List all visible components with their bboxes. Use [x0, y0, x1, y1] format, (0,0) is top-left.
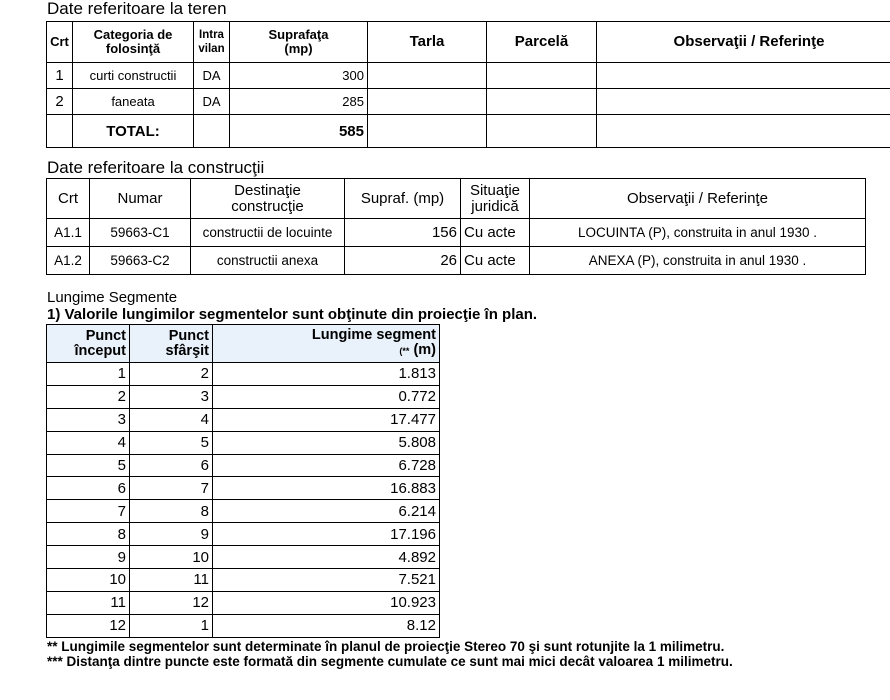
header-observatii: Observaţii / Referinţe — [530, 179, 866, 219]
cell-parcela — [487, 63, 597, 89]
cell-supraf: 26 — [345, 247, 461, 275]
cell-crt: 2 — [47, 89, 73, 115]
cell-lungime: 6.214 — [213, 500, 440, 523]
teren-title: Date referitoare la teren — [47, 0, 227, 18]
table-row — [47, 614, 440, 637]
segmente-body — [47, 363, 440, 638]
segmente-table — [46, 324, 440, 638]
cell-lungime: 4.892 — [213, 546, 440, 569]
cell-lungime: 16.883 — [213, 477, 440, 500]
footnote-2: *** Distanţa dintre puncte este formată din segmente cumulate ce sunt mai mici decât valoarea 1 milimetru. — [47, 654, 733, 669]
constructii-header-row — [47, 179, 866, 219]
header-numar: Numar — [90, 179, 191, 219]
header-destinatie: Destinaţie construcţie — [191, 179, 345, 219]
table-row — [47, 500, 440, 523]
cell-punct-sfarsit: 1 — [130, 614, 213, 637]
cell-punct-sfarsit: 5 — [130, 431, 213, 454]
table-row — [47, 63, 890, 89]
cell-punct-inceput: 10 — [47, 569, 130, 592]
header-punct-inceput: Punct început — [47, 325, 130, 363]
cell-punct-sfarsit: 12 — [130, 591, 213, 614]
cell-punct-sfarsit: 4 — [130, 408, 213, 431]
table-row — [47, 431, 440, 454]
cell-punct-sfarsit: 7 — [130, 477, 213, 500]
cell-lungime: 6.728 — [213, 454, 440, 477]
table-row — [47, 454, 440, 477]
cell-punct-inceput: 3 — [47, 408, 130, 431]
teren-header-row — [47, 22, 890, 63]
header-supraf: Supraf. (mp) — [345, 179, 461, 219]
header-categoria: Categoria de folosinţă — [73, 22, 194, 63]
cell-observatii — [597, 89, 890, 115]
cell-destinatie: constructii de locuinte — [191, 219, 345, 247]
header-tarla: Tarla — [368, 22, 487, 63]
cell-punct-sfarsit: 3 — [130, 385, 213, 408]
table-row — [47, 591, 440, 614]
cell-observatii: LOCUINTA (P), construita in anul 1930 . — [530, 219, 866, 247]
cell-categoria: faneata — [73, 89, 194, 115]
cell-situatie: Cu acte — [461, 219, 530, 247]
cell-punct-sfarsit: 9 — [130, 523, 213, 546]
cell-punct-inceput: 2 — [47, 385, 130, 408]
constructii-table — [46, 178, 866, 275]
table-row — [47, 363, 440, 386]
cell-punct-sfarsit: 8 — [130, 500, 213, 523]
cell-punct-inceput: 5 — [47, 454, 130, 477]
cell-destinatie: constructii anexa — [191, 247, 345, 275]
cell-punct-inceput: 11 — [47, 591, 130, 614]
cell-punct-inceput: 1 — [47, 363, 130, 386]
constructii-title: Date referitoare la construcţii — [47, 158, 265, 177]
segmente-subtitle: 1) Valorile lungimilor segmentelor sunt obţinute din proiecţie în plan. — [47, 306, 538, 323]
cell-observatii: ANEXA (P), construita in anul 1930 . — [530, 247, 866, 275]
table-row — [47, 408, 440, 431]
cell-lungime: 7.521 — [213, 569, 440, 592]
cell-punct-sfarsit: 10 — [130, 546, 213, 569]
table-row — [47, 477, 440, 500]
cell-lungime: 17.477 — [213, 408, 440, 431]
header-crt: Crt — [47, 22, 73, 63]
header-intravilan: Intra vilan — [194, 22, 230, 63]
cell-intravilan: DA — [194, 63, 230, 89]
segmente-title: Lungime Segmente — [47, 289, 178, 306]
header-observatii: Observaţii / Referinţe — [597, 22, 890, 63]
cell-crt: A1.2 — [47, 247, 90, 275]
cell-lungime: 1.813 — [213, 363, 440, 386]
cell-punct-inceput: 9 — [47, 546, 130, 569]
table-row — [47, 569, 440, 592]
cell-situatie: Cu acte — [461, 247, 530, 275]
header-lungime: Lungime segment (** (m) — [213, 325, 440, 363]
cell-punct-sfarsit: 6 — [130, 454, 213, 477]
cell-punct-inceput: 6 — [47, 477, 130, 500]
cell-crt: A1.1 — [47, 219, 90, 247]
cell-suprafata: 300 — [230, 63, 368, 89]
cell-lungime: 5.808 — [213, 431, 440, 454]
cell-categoria: curti constructii — [73, 63, 194, 89]
cell-crt: 1 — [47, 63, 73, 89]
cell-lungime: 0.772 — [213, 385, 440, 408]
cell-punct-inceput: 8 — [47, 523, 130, 546]
cell-numar: 59663-C2 — [90, 247, 191, 275]
cell-lungime: 10.923 — [213, 591, 440, 614]
teren-table — [46, 21, 890, 148]
cell-tarla — [368, 63, 487, 89]
cell-punct-inceput: 7 — [47, 500, 130, 523]
table-row — [47, 219, 866, 247]
header-crt: Crt — [47, 179, 90, 219]
cell-parcela — [487, 89, 597, 115]
total-label: TOTAL: — [73, 115, 194, 148]
table-row — [47, 247, 866, 275]
cell-supraf: 156 — [345, 219, 461, 247]
table-row — [47, 523, 440, 546]
cell-lungime: 8.12 — [213, 614, 440, 637]
cell-observatii — [597, 63, 890, 89]
header-situatie: Situaţie juridică — [461, 179, 530, 219]
cell-numar: 59663-C1 — [90, 219, 191, 247]
header-parcela: Parcelă — [487, 22, 597, 63]
table-row — [47, 385, 440, 408]
table-row — [47, 89, 890, 115]
header-punct-sfarsit: Punct sfârşit — [130, 325, 213, 363]
total-value: 585 — [230, 115, 368, 148]
cell-tarla — [368, 89, 487, 115]
footnote-1: ** Lungimile segmentelor sunt determinate în planul de proiecţie Stereo 70 şi sunt rotunjite la 1 milimetru. — [47, 639, 725, 654]
table-row — [47, 546, 440, 569]
segmente-header-row — [47, 325, 440, 363]
header-suprafata: Suprafaţa (mp) — [230, 22, 368, 63]
cell-punct-sfarsit: 11 — [130, 569, 213, 592]
cell-punct-inceput: 12 — [47, 614, 130, 637]
teren-total-row — [47, 115, 890, 148]
cell-punct-sfarsit: 2 — [130, 363, 213, 386]
cell-punct-inceput: 4 — [47, 431, 130, 454]
cell-suprafata: 285 — [230, 89, 368, 115]
cell-lungime: 17.196 — [213, 523, 440, 546]
cell-intravilan: DA — [194, 89, 230, 115]
